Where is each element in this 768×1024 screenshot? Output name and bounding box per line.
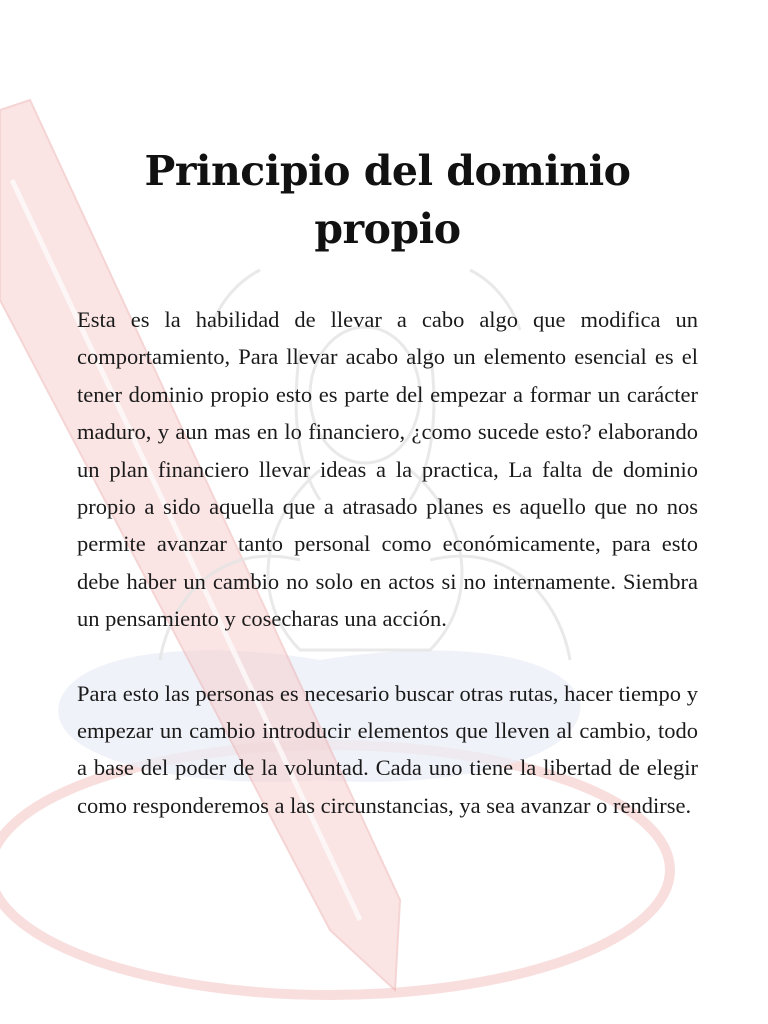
body-paragraph-1: Esta es la habilidad de llevar a cabo algo que modifica un comportamiento, Para llevar acabo algo un elemento esencial es el tener dominio propio esto es parte del empezar a formar un carácter maduro, y aun mas en lo financiero, ¿como sucede esto? elaborando un plan financiero llevar ideas a la practica, La falta de dominio propio a sido aquella que a atrasado planes es aquello que no nos permite avanzar tanto personal como económicamente, para esto debe haber un cambio no solo en actos si no internamente. Siembra un pensamiento y cosecharas una acción. bbox=[77, 307, 698, 632]
page-title: Principio del dominio propio bbox=[144, 147, 631, 253]
body-paragraph-2: Para esto las personas es necesario buscar otras rutas, hacer tiempo y empezar un cambio introducir elementos que lleven al cambio, todo a base del poder de la voluntad. Cada uno tiene la libertad de elegir como responderemos a las circunstancias, ya sea avanzar o rendirse. bbox=[77, 680, 698, 818]
